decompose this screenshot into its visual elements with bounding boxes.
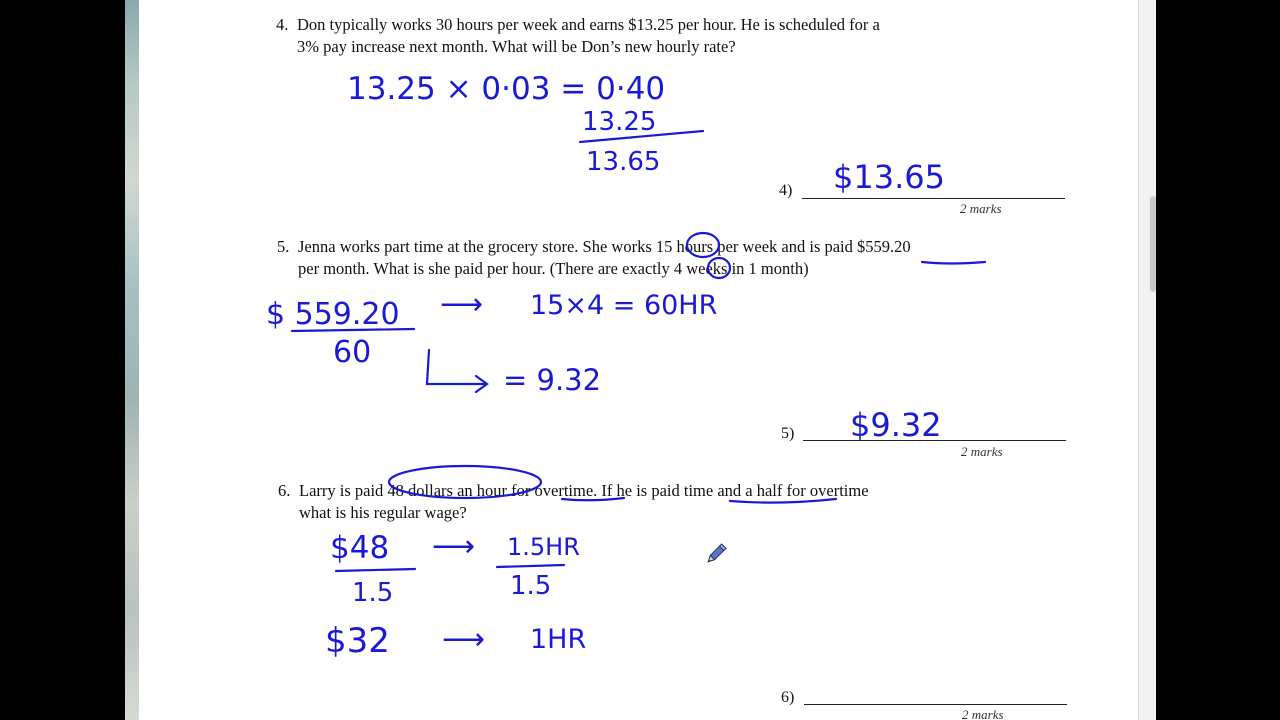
question-text-line1: Jenna works part time at the grocery store. She works 15 hours per week and is paid $559.20 [298,237,911,256]
q4-answer: $13.65 [833,158,945,196]
question-text-line1: Don typically works 30 hours per week and earns $13.25 per hour. He is scheduled for a [297,15,880,34]
q6-result-b: 1HR [530,624,587,655]
answer-line-4 [802,198,1065,199]
worksheet-page[interactable] [139,0,1139,720]
answer-label-4: 4) [779,182,793,199]
question-4 [276,14,880,58]
pencil-icon[interactable] [703,541,729,567]
q5-answer: $9.32 [850,406,942,444]
question-number: 6. [278,481,291,500]
question-5 [277,236,911,280]
answer-line-5 [803,440,1066,441]
marks-5: 2 marks [961,444,1003,459]
q6-denominator-b: 1.5 [510,571,552,601]
q5-denominator: 60 [333,335,372,370]
question-number: 4. [276,15,289,34]
right-letterbox [1156,0,1280,720]
q6-denominator-a: 1.5 [352,578,394,608]
question-6 [278,480,869,524]
question-text-line1: Larry is paid 48 dollars an hour for overtime. If he is paid time and a half for overtime [299,481,869,500]
answer-line-6 [804,704,1067,705]
marks-4: 2 marks [960,201,1002,216]
left-letterbox [0,0,125,720]
question-text-line2: per month. What is she paid per hour. (There are exactly 4 weeks in 1 month) [298,259,809,278]
q5-hours: 15×4 = 60HR [530,290,718,321]
answer-label-6: 6) [781,689,795,706]
q6-arrow-b: ⟶ [442,622,486,657]
q6-arrow-a: ⟶ [432,529,476,564]
marks-6: 2 marks [962,707,1004,720]
question-text-line2: what is his regular wage? [299,503,467,522]
q4-calculation: 13.25 × 0·03 = 0·40 [347,71,666,107]
q6-numerator-b: 1.5HR [507,533,580,561]
q5-result: = 9.32 [503,363,602,397]
q5-numerator: $ 559.20 [266,297,400,332]
answer-label-5: 5) [781,425,795,442]
desktop-background-strip [125,0,139,720]
question-number: 5. [277,237,290,256]
question-text-line2: 3% pay increase next month. What will be Don’s new hourly rate? [297,37,736,56]
q6-numerator-a: $48 [330,530,390,566]
q4-sum: 13.65 [586,147,661,177]
q5-arrow: ⟶ [440,287,484,322]
q6-result: $32 [325,621,390,661]
q4-addend: 13.25 [582,107,657,137]
scrollbar-track[interactable] [1138,0,1156,720]
